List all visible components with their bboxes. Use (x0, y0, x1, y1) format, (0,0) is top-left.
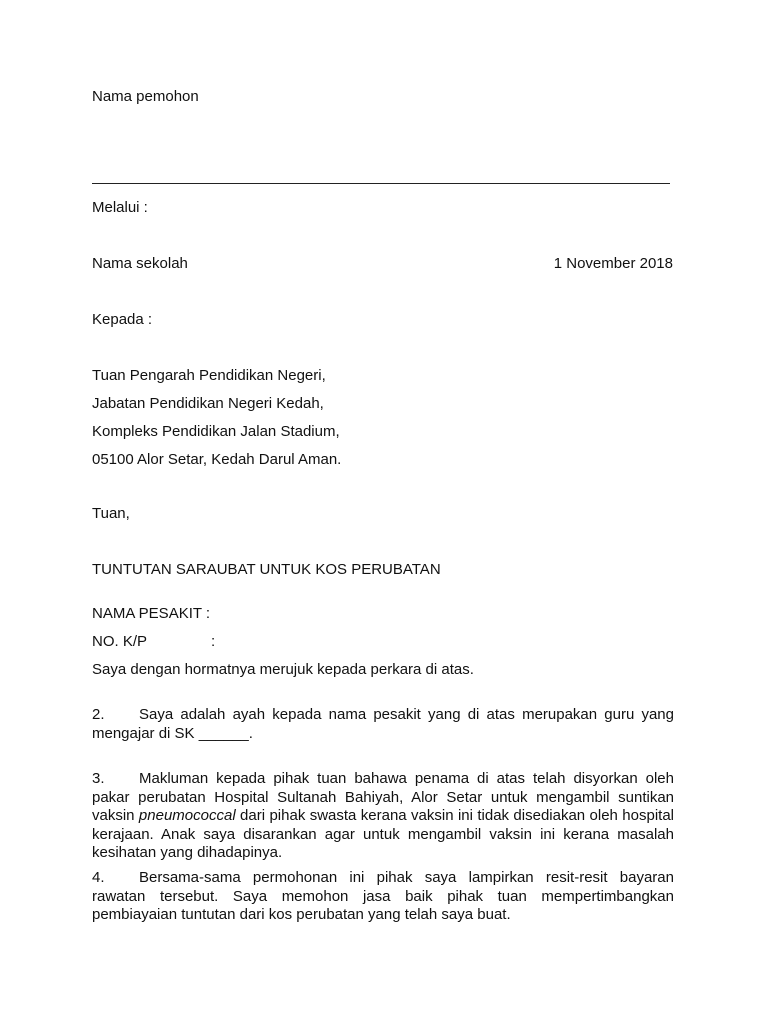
school-name-label: Nama sekolah (92, 255, 188, 272)
paragraph-4 (92, 869, 674, 925)
paragraph-2-text: Saya adalah ayah kepada nama pesakit yang di atas merupakan guru yang mengajar di SK ______. (92, 706, 674, 742)
paragraph-4-text: Bersama-sama permohonan ini pihak saya lampirkan resit-resit bayaran rawatan tersebut. Saya memohon jasa baik pihak tuan mempertimbangkan pembiayaian tuntutan dari kos perubatan yang telah saya buat. (92, 869, 674, 923)
recipient-line-4: 05100 Alor Setar, Kedah Darul Aman. (92, 451, 342, 468)
patient-ic-colon: : (211, 633, 216, 650)
paragraph-3 (92, 770, 674, 863)
paragraph-3-number: 3. (92, 770, 105, 787)
signature-divider (92, 183, 670, 184)
letter-subject: TUNTUTAN SARAUBAT UNTUK KOS PERUBATAN (92, 561, 441, 578)
patient-name-label: NAMA PESAKIT : (92, 605, 211, 622)
patient-ic-label: NO. K/P (92, 633, 148, 650)
salutation: Tuan, (92, 505, 130, 522)
to-label: Kepada : (92, 311, 153, 328)
paragraph-3-text-start: Makluman kepada pihak tuan bahawa penama di atas telah disyorkan oleh pakar perubatan Hospital Sultanah Bahiyah, Alor Setar untuk mengambil suntikan vaksin (92, 770, 674, 824)
letter-date: 1 November 2018 (553, 255, 673, 272)
applicant-name-label: Nama pemohon (92, 88, 199, 105)
recipient-line-1: Tuan Pengarah Pendidikan Negeri, (92, 367, 326, 384)
intro-paragraph: Saya dengan hormatnya merujuk kepada perkara di atas. (92, 661, 474, 678)
vaccine-name: pneumococcal (138, 807, 236, 824)
paragraph-4-number: 4. (92, 869, 105, 886)
paragraph-2-number: 2. (92, 706, 105, 723)
via-label: Melalui : (92, 199, 148, 216)
recipient-line-3: Kompleks Pendidikan Jalan Stadium, (92, 423, 340, 440)
paragraph-3-text-end: dari pihak swasta kerana vaksin ini tidak disediakan oleh hospital kerajaan. Anak saya disarankan agar untuk mengambil vaksin ini kerana masalah kesihatan yang dihadapinya. (92, 807, 674, 861)
paragraph-2 (92, 706, 674, 743)
recipient-line-2: Jabatan Pendidikan Negeri Kedah, (92, 395, 324, 412)
